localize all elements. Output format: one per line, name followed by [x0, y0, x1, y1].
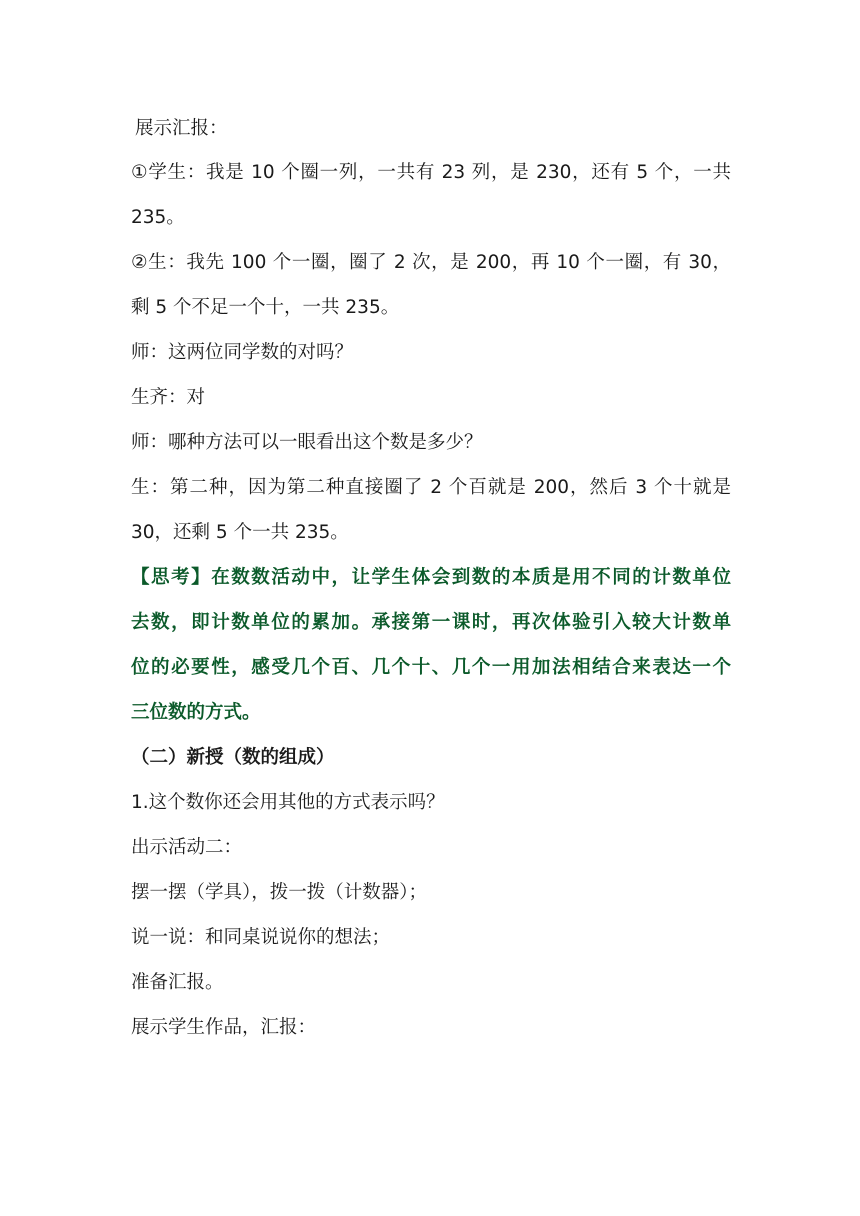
paragraph-reflection-line-4: 三位数的方式。	[131, 702, 261, 723]
paragraph-students-answer: 生齐：对	[131, 387, 206, 408]
paragraph-activity-two: 出示活动二：	[131, 837, 243, 858]
paragraph-teacher-question-1: 师：这两位同学数的对吗？	[131, 342, 354, 363]
paragraph-reflection-line-1: 【思考】在数数活动中，让学生体会到数的本质是用不同的计数单位	[131, 567, 731, 588]
paragraph-question-1: 1.这个数你还会用其他的方式表示吗？	[131, 792, 445, 813]
paragraph-student-answer-line-2: 30，还剩 5 个一共 235。	[131, 522, 349, 543]
paragraph-show-student-work: 展示学生作品，汇报：	[131, 1017, 317, 1038]
section-heading-new-lesson: （二）新授（数的组成）	[131, 747, 335, 768]
paragraph-student-answer-line-1: 生：第二种，因为第二种直接圈了 2 个百就是 200，然后 3 个十就是	[131, 477, 731, 498]
paragraph-reflection-line-2: 去数，即计数单位的累加。承接第一课时，再次体验引入较大计数单	[131, 612, 731, 633]
paragraph-reflection-line-3: 位的必要性，感受几个百、几个十、几个一用加法相结合来表达一个	[131, 657, 731, 678]
paragraph-prepare-report: 准备汇报。	[131, 972, 224, 993]
paragraph-teacher-question-2: 师：哪种方法可以一眼看出这个数是多少？	[131, 432, 483, 453]
paragraph-student-two-line-2: 剩 5 个不足一个十，一共 235。	[131, 297, 400, 318]
paragraph-student-two-line-1: ②生：我先 100 个一圈，圈了 2 次，是 200，再 10 个一圈，有 30，	[131, 252, 731, 273]
paragraph-student-one-line-1: ①学生：我是 10 个圈一列，一共有 23 列，是 230，还有 5 个，一共	[131, 162, 731, 183]
paragraph-manipulate: 摆一摆（学具），拨一拨（计数器）；	[131, 882, 428, 903]
paragraph-show-report: 展示汇报：	[135, 118, 228, 139]
paragraph-student-one-line-2: 235。	[131, 207, 185, 228]
paragraph-discuss: 说一说：和同桌说说你的想法；	[131, 927, 391, 948]
